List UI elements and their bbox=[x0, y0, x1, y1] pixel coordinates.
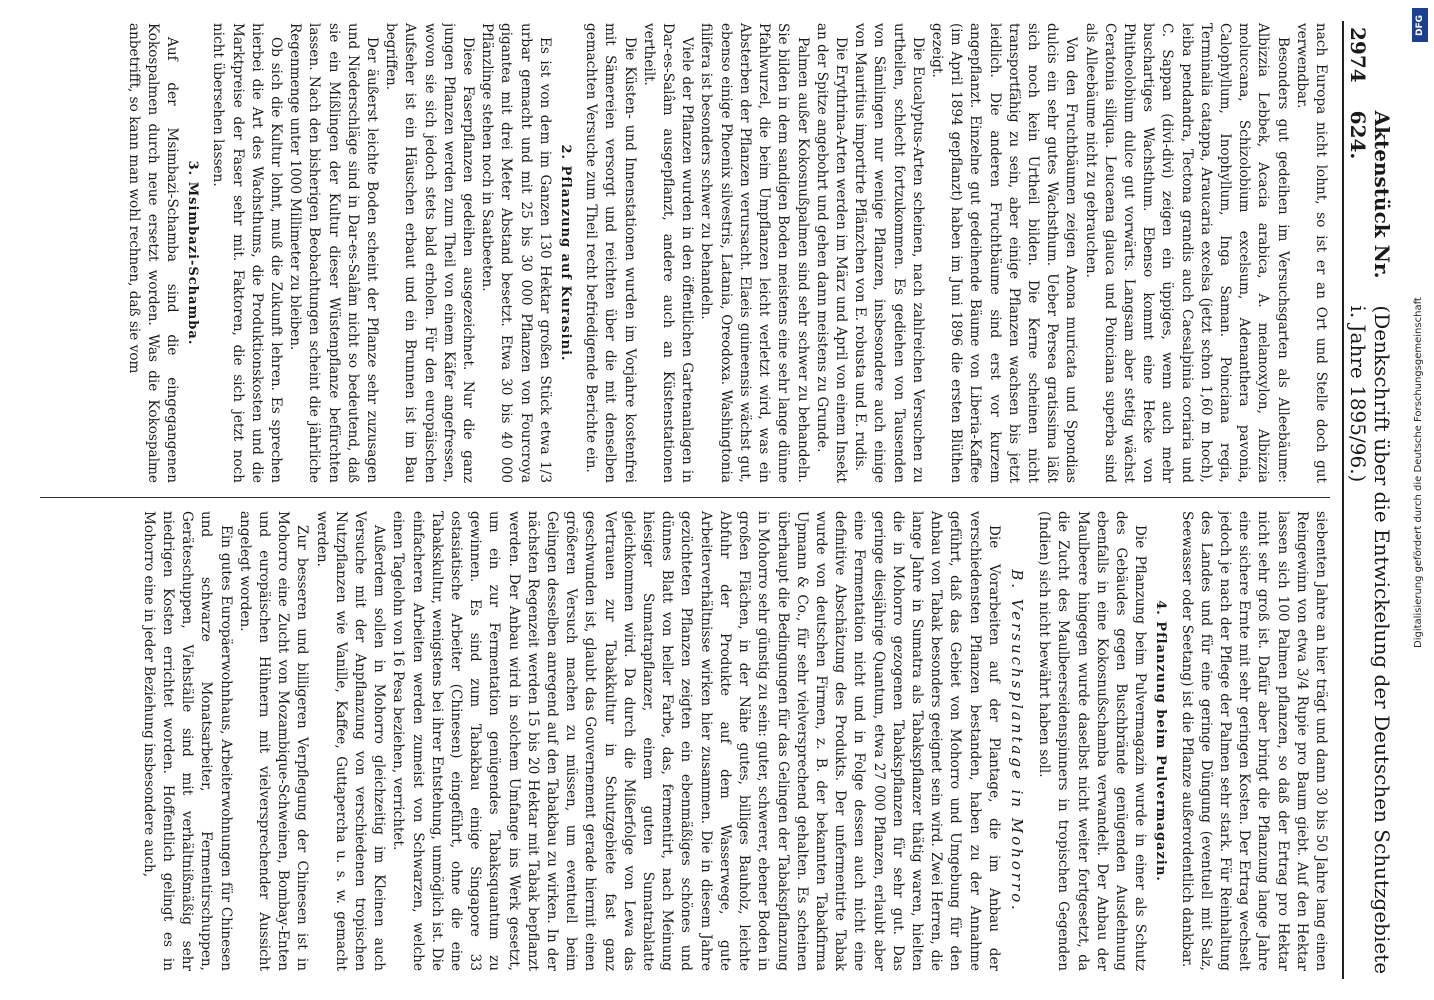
document-label: Aktenstück Nr. 624. bbox=[1346, 110, 1394, 279]
paragraph: Von den Fruchtbäumen zeigen Anona muricata und Spondias dulcis ein sehr gutes Wachsthum. Ueber Persea gratissima läßt sich noch kein Urtheil bilden. Die Kerne scheinen nicht transportfähig zu sein, aber einige Pflanzen wachsen bis jetzt leidlich. Die anderen Fruchtbäume sind erst vor kurzem angepflanzt. Einzelne gut gedeihende Bäume von Liberia-Kaffee (im April 1894 gepflanzt) haben im Juni 1896 die ersten Blüthen gezeigt. bbox=[928, 23, 1080, 483]
paragraph: Der äußerst leichte Boden scheint der Pflanze sehr zuzusagen und Niederschläge sind in Dar-es-Salâm nicht so bedeutend, daß sie ein Mißlingen der Kultur dieser Wüstenpflanze befürchten lassen. Nach den bisherigen Beobachtungen scheint die jährliche Regenmenge unter 1000 Millimeter zu bleiben. bbox=[287, 23, 381, 483]
column-divider bbox=[40, 497, 1330, 498]
dfg-logo: DFG bbox=[1412, 8, 1428, 42]
running-title: (Denkschrift über die Entwickelung der Deutschen Schutzgebiete i. Jahre 1895/96.) bbox=[1346, 305, 1394, 975]
paragraph: nach Europa nicht lohnt, so ist er an Ort und Stelle doch gut verwendbar. bbox=[1293, 23, 1329, 483]
paragraph: Auf der Msimbazi-Schamba sind die eingegangenen Kokospalmen durch neue ersetzt worden. Was die Kokospalme anbetrifft, so kann man wohl rechnen, daß sie vom bbox=[125, 23, 181, 483]
page-header bbox=[1342, 21, 1394, 979]
paragraph: Ob sich die Kultur lohnt, muß die Zukunft lehren. Es sprechen hierbei die Art des Wachsthums, die Produktionskosten und die Marktpreise der Faser sehr mit. Faktoren, die sich jetzt noch nicht übersehen lassen. bbox=[210, 23, 285, 483]
paragraph: Die Pflanzung beim Pulvermagazin wurde in einer als Schutz des Gebäudes gegen Buschbrände genügenden Ausdehnung ebenfalls in eine Kokosnußschamba verwandelt. Der Anbau der Maulbeere hingegen wurde daselbst nicht weiter fortgesetzt, da die Zucht des Maulbeerseidenspinners in tropischen Gegenden (Indien) sich nicht bewährt haben soll. bbox=[1036, 511, 1149, 971]
section-heading: 3. Msimbazi-Schamba. bbox=[185, 160, 201, 346]
paragraph: Die Vorarbeiten auf der Plantage, die im Anbau der verschiedensten Pflanzen bestanden, haben zu der Annahme geführt, daß das Gebiet von Mohorro und Umgebung für den Anbau von Tabak besonders geeignet sein wird. Zwei Herren, die lange Jahre in Sumatra als Tabakspflanzer thätig waren, hielten die in Mohorro gezogenen Tabakspflanzen für sehr gut. Das geringe diesjährige Quantum, etwa 27 000 Pflanzen, erlaubt aber eine Fermentation nicht und in Folge dessen auch nicht eine definitive Abschätzung des Produkts. Der unfermentirte Tabak wurde von deutschen Firmen, z. B. der bekannten Tabakfirma Upmann & Co., für sehr vielversprechend gehalten. Es scheinen überhaupt die Bedingungen für das Gelingen der Tabakspflanzung in Mohorro sehr günstig zu sein: guter, schwerer, ebener Boden in großen Flächen, in der Nähe gutes, billiges Bauholz, leichte Abfuhr der Produkte auf dem Wasserwege, gute Arbeiterverhältnisse wirken hier zusammen. Die in diesem Jahre gezüchteten Pflanzen zeigten ein ebenmäßiges schönes und dünnes Blatt von heller Farbe, das, fermentirt, nach Meinung hiesiger Sumatrapflanzer, einem guten Sumatrablatte gleichkommen wird. Da durch die Mißerfolge von Lewa das Vertrauen zur Tabakkultur in Schutzgebiete fast ganz geschwunden ist, glaubt das Gouvernement gerade hiermit einen größeren Versuch machen zu müssen, um eventuell beim Gelingen desselben anregend auf den Tabakbau zu wirken. In der nächsten Regenzeit werden 15 bis 20 Hektar mit Tabak bepflanzt werden. Der Anbau wird in solchem Umfange ins Werk gesetzt, um ein zur Fermentation genügendes Tabaksquantum zu gewinnen. Es sind zum Tabakbau einige Singapore 33 ostasiatische Arbeiter (Chinesen) eingeführt, ohne die eine Tabakskultur, wenigstens bei ihrer Entstehung, unmöglich ist. Die einfacheren Arbeiten werden zumeist von Schwarzen, welche einen Tagelohn von 16 Pesa beziehen, verrichtet. bbox=[390, 511, 1002, 971]
paragraph: Viele der Pflanzen wurden in den öffentlichen Gartenanlagen in Dar-es-Salâm ausgepflanzt, andere auch an Küstenstationen vertheilt. bbox=[640, 23, 696, 483]
paragraph: Die Erythrina-Arten werden im März und April von einem Insekt an der Spitze angebohrt und gehen dann meistens zu Grunde. bbox=[813, 23, 849, 483]
paragraph: Palmen außer Kokosnußpalmen sind sehr schwer zu behandeln. Sie bilden in dem sandigen Boden meistens eine sehr lange dünne Pfahlwurzel, die beim Umpflanzen leicht verletzt wird, was ein Absterben der Pflanzen verursacht. Elaeis guineensis wächst gut, ebenso einige Phoenix silvestris, Latania, Oreodoxa. Washingtonia filifera ist besonders schwer zu behandeln. bbox=[698, 23, 811, 483]
paragraph: Die Eucalyptus-Arten scheinen, nach zahlreichen Versuchen zu urtheilen, schlecht fortzukommen. Es gediehen von Tausenden von Sämlingen nur wenige Pflanzen, insbesondere auch einige von Mauritius importirte Pflänzchen von E. robusta und E. rudis. bbox=[852, 23, 926, 483]
paragraph: Zur besseren und billigeren Verpflegung der Chinesen ist in Mohorro eine Zucht von Mozambique-Schweinen, Bombay-Enten und europäischen Hühnern mit vielversprechender Aussicht angelegt worden. bbox=[236, 511, 311, 971]
paragraph: Ein gutes Europäerwohnhaus, Arbeiterwohnungen für Chinesen und schwarze Monatsarbeiter, Fermentirschuppen, Geräteschuppen, Viehställe sind mit verhältnißmäßig sehr niedrigen Kosten errichtet worden. Hoffentlich gelingt es in Mohorro eine in jeder Beziehung insbesondere auch, bbox=[140, 511, 234, 971]
digitization-credit: Digitalisierung gefördert durch die Deutsche Forschungsgemeinschaft bbox=[1413, 297, 1424, 648]
paragraph: Außerdem sollen in Mohorro gleichzeitig im Kleinen auch Versuche mit der Anpflanzung von verschiedenen tropischen Nutzpflanzen wie Vanille, Kaffee, Guttapercha u. s. w. gemacht werden. bbox=[313, 511, 388, 971]
paragraph: siebenten Jahre an hier trägt und dann 30 bis 50 Jahre lang einen Reingewinn von etwa 3/4 Rupie pro Baum giebt. Auf den Hektar lassen sich 100 Palmen pflanzen, so daß der Ertrag pro Hektar nicht sehr groß ist. Dafür aber bringt die Pflanzung lange Jahre eine sichere Ernte mit sehr geringen Kosten. Der Ertrag wechselt jedoch je nach der Pflege der Palmen sehr stark. Für Reinhaltung des Landes und für eine geringe Düngung (eventuell mit Salz, Seewasser oder Seetang) ist die Pflanze außerordentlich dankbar. bbox=[1178, 511, 1329, 971]
right-column bbox=[34, 511, 1330, 971]
paragraph: Die Küsten- und Innenstationen wurden im Vorjahre kostenfrei mit Sämereien versorgt und reichten über die mit denselben gemachten Versuche zum Theil recht befriedigende Berichte ein. bbox=[583, 23, 638, 483]
document-page bbox=[26, 21, 1394, 979]
left-column bbox=[34, 23, 1330, 483]
paragraph: Es ist von dem im Ganzen 130 Hektar großen Stück etwa 1/3 urbar gemacht und mit 25 bis 30 000 Pflanzen von Fourcroya gigantea mit drei Meter Abstand besetzt. Etwa 30 bis 40 000 Pflänzlinge stehen noch in Saatbeeten. bbox=[479, 23, 553, 483]
paragraph: Diese Faserpflanzen gedeihen ausgezeichnet. Nur die ganz jungen Pflanzen werden zum Theil von einem Käfer angefressen, wovon sie sich jedoch stets bald erholen. Für den europäischen Aufseher ist ein Häuschen erbaut und ein Brunnen ist im Bau begriffen. bbox=[383, 23, 477, 483]
section-heading: B. Versuchsplantage in Mohorro. bbox=[1007, 569, 1026, 913]
page-number: 2974 bbox=[1346, 27, 1370, 83]
paragraph: Besonders gut gedeihen im Versuchsgarten als Alleebäume: Albizzia Lebbek, Acacia arabica, A. melanoxylon, Albizzia moluccana, Schizolobium excelsum, Adenanthera pavonia, Calophyllum, Inophyllum, Inga Saman. Poinciana regia, Terminalia catappa, Araucaria excelsa (jetzt schon 1,60 m hoch), leiba pendandra, Tectona grandis auch Caesalpinia coriaria und C. Sappan (divi-divi) zeigen ein üppiges, wenn auch mehr buschartiges Wachsthum. Ebenso kommt eine Hecke von Phitheolobium dulce gut vorwärts. Langsam aber stetig wächst Ceratonia siliqua. Leucaena glauca und Poinciana superba sind als Alleebäume nicht zu gebrauchen. bbox=[1082, 23, 1291, 483]
section-heading: 2. Pflanzung auf Kurasini. bbox=[558, 144, 574, 362]
section-heading: 4. Pflanzung beim Pulvermagazin. bbox=[1153, 600, 1169, 882]
